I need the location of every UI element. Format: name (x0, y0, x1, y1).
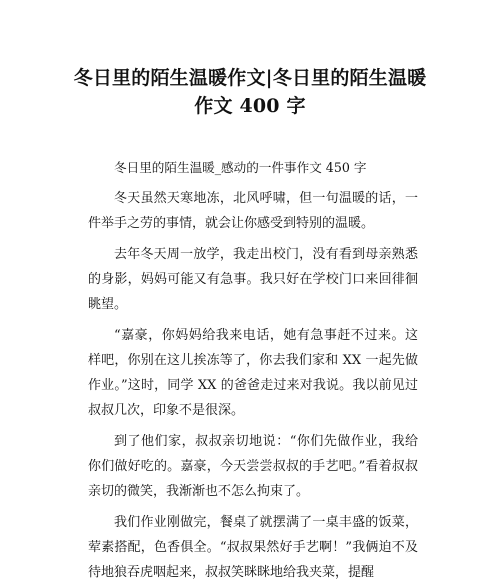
document-body (88, 155, 418, 585)
paragraph: 冬天虽然天寒地冻，北风呼啸，但一句温暖的话，一件举手之劳的事情，就会让你感受到特别的温暖。 (88, 191, 418, 231)
paragraph: “嘉豪，你妈妈给我来电话，她有急事赶不过来。这样吧，你别在这儿挨冻等了，你去我们家和 XX 一起先做作业。”这时，同学 XX 的爸爸走过来对我说。我以前见过叔叔几次，印象不是很深。 (88, 328, 418, 418)
paragraph: 我们作业刚做完，餐桌了就摆满了一桌丰盛的饭菜，荤素搭配，色香俱全。“叔叔果然好手艺啊！”我俩迫不及待地狼吞虎咽起来，叔叔笑眯眯地给我夹菜，提醒 (88, 515, 418, 580)
paragraph: 到了他们家，叔叔亲切地说：“你们先做作业，我给你们做好吃的。嘉豪，今天尝尝叔叔的手艺吧。”看着叔叔亲切的微笑，我渐渐也不怎么拘束了。 (88, 434, 418, 499)
document-title: 冬日里的陌生温暖作文|冬日里的陌生温暖作文 400 字 (73, 67, 427, 117)
paragraph: 去年冬天周一放学，我走出校门，没有看到母亲熟悉的身影，妈妈可能又有急事。我只好在学校门口来回徘徊眺望。 (88, 247, 418, 312)
document-subtitle: 冬日里的陌生温暖_感动的一件事作文 450 字 (114, 160, 367, 175)
